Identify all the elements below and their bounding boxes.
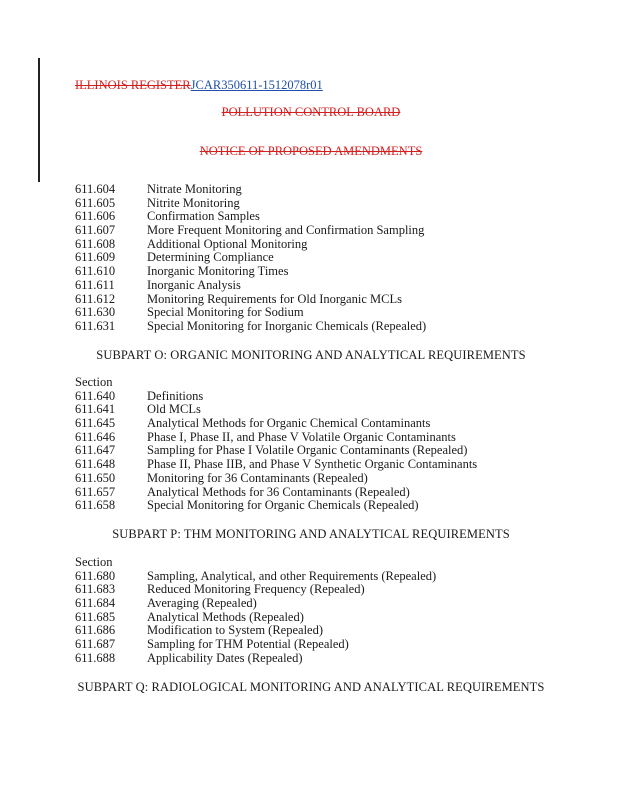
toc-row (75, 306, 426, 320)
toc-subpart-p (75, 556, 436, 666)
toc-row (75, 403, 477, 417)
toc-row (75, 197, 426, 211)
section-title: Averaging (Repealed) (147, 596, 257, 611)
section-title: Inorganic Monitoring Times (147, 264, 289, 279)
section-title: Confirmation Samples (147, 209, 260, 224)
toc-row (75, 570, 436, 584)
register-inserted-text: JCAR350611-1512078r01 (190, 78, 323, 92)
toc-row (75, 597, 436, 611)
section-number: 611.650 (75, 470, 116, 485)
notice-struck-text: NOTICE OF PROPOSED AMENDMENTS (199, 144, 423, 158)
section-title: Special Monitoring for Sodium (147, 305, 304, 320)
toc-row (75, 472, 477, 486)
section-number: 611.686 (75, 623, 116, 638)
section-number: 611.610 (75, 264, 116, 279)
section-number: 611.685 (75, 609, 116, 624)
toc-row (75, 499, 477, 513)
register-header (75, 78, 323, 93)
section-title: Analytical Methods for 36 Contaminants (Repealed) (147, 484, 410, 499)
section-title: Monitoring Requirements for Old Inorganic MCLs (147, 291, 402, 306)
section-title: Modification to System (Repealed) (147, 623, 324, 638)
section-title: Definitions (147, 388, 204, 403)
toc-row (75, 183, 426, 197)
section-title: Additional Optional Monitoring (147, 236, 308, 251)
section-number: 611.657 (75, 484, 116, 499)
section-number: 611.648 (75, 457, 116, 472)
toc-row (75, 444, 477, 458)
section-number: 611.612 (75, 291, 116, 306)
section-number: 611.606 (75, 209, 116, 224)
section-number: 611.605 (75, 195, 116, 210)
section-number: 611.640 (75, 388, 116, 403)
section-number: 611.647 (75, 443, 116, 458)
register-struck-text: ILLINOIS REGISTER (75, 78, 191, 92)
toc-row (75, 224, 426, 238)
section-number: 611.604 (75, 182, 116, 196)
toc-row (75, 265, 426, 279)
toc-row (75, 293, 426, 307)
section-title: Sampling, Analytical, and other Requirements (Repealed) (147, 568, 437, 583)
section-number: 611.646 (75, 429, 116, 444)
section-number: 611.631 (75, 318, 116, 333)
section-title: Sampling for Phase I Volatile Organic Contaminants (Repealed) (147, 443, 468, 458)
toc-row (75, 238, 426, 252)
section-title: Reduced Monitoring Frequency (Repealed) (147, 582, 365, 597)
toc-row (75, 320, 426, 334)
section-number: 611.687 (75, 637, 116, 652)
toc-row (75, 638, 436, 652)
toc-row (75, 624, 436, 638)
section-title: Sampling for THM Potential (Repealed) (147, 637, 349, 652)
section-number: 611.688 (75, 650, 116, 665)
toc-row (75, 431, 477, 445)
section-number: 611.608 (75, 236, 116, 251)
section-number: 611.645 (75, 416, 116, 431)
section-title: Nitrite Monitoring (147, 195, 240, 210)
section-title: Special Monitoring for Organic Chemicals (Repealed) (147, 498, 419, 513)
section-title: Phase II, Phase IIB, and Phase V Synthetic Organic Contaminants (147, 457, 478, 472)
section-title: Special Monitoring for Inorganic Chemicals (Repealed) (147, 318, 427, 333)
subpart-q-heading: SUBPART Q: RADIOLOGICAL MONITORING AND ANALYTICAL REQUIREMENTS (77, 680, 545, 694)
section-title: Phase I, Phase II, and Phase V Volatile Organic Contaminants (147, 429, 456, 444)
section-number: 611.684 (75, 596, 116, 611)
section-label: Section (75, 555, 113, 569)
section-number: 611.611 (75, 277, 115, 292)
section-title: Analytical Methods (Repealed) (147, 609, 304, 624)
section-title: Nitrate Monitoring (147, 182, 242, 196)
toc-row (75, 251, 426, 265)
section-number: 611.641 (75, 402, 116, 417)
board-title (0, 105, 622, 120)
section-number: 611.607 (75, 223, 116, 238)
section-title: Monitoring for 36 Contaminants (Repealed) (147, 470, 368, 485)
notice-title (0, 144, 622, 159)
board-struck-text: POLLUTION CONTROL BOARD (221, 105, 401, 119)
toc-row (75, 583, 436, 597)
subpart-o-heading: SUBPART O: ORGANIC MONITORING AND ANALYTICAL REQUIREMENTS (96, 348, 526, 362)
toc-row (75, 652, 436, 666)
section-title: Analytical Methods for Organic Chemical Contaminants (147, 416, 431, 431)
toc-subpart-o (75, 376, 477, 513)
toc-row (75, 458, 477, 472)
section-number: 611.683 (75, 582, 116, 597)
section-title: Applicability Dates (Repealed) (147, 650, 303, 665)
change-bar (38, 58, 40, 182)
section-number: 611.609 (75, 250, 116, 265)
toc-row (75, 210, 426, 224)
toc-block-1 (75, 183, 426, 334)
section-title: Determining Compliance (147, 250, 274, 265)
section-title: Inorganic Analysis (147, 277, 241, 292)
toc-row (75, 390, 477, 404)
subpart-p-heading: SUBPART P: THM MONITORING AND ANALYTICAL REQUIREMENTS (112, 527, 510, 541)
toc-row (75, 417, 477, 431)
section-number: 611.680 (75, 568, 116, 583)
section-title: Old MCLs (147, 402, 201, 417)
toc-row (75, 611, 436, 625)
section-number: 611.658 (75, 498, 116, 513)
toc-row (75, 279, 426, 293)
section-number: 611.630 (75, 305, 116, 320)
toc-row (75, 486, 477, 500)
section-label: Section (75, 375, 113, 389)
section-title: More Frequent Monitoring and Confirmation Sampling (147, 223, 425, 238)
